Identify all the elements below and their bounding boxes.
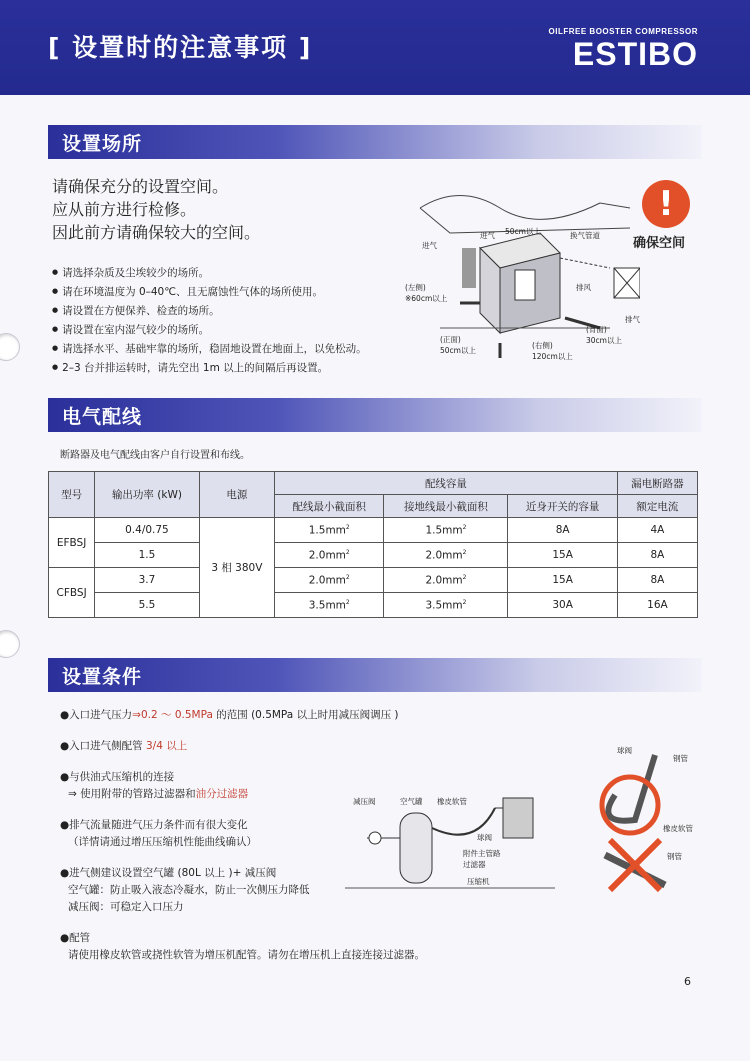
wiring-spec-table [48, 471, 698, 618]
label-ventilation-duct: 换气管道 [570, 231, 600, 240]
rated-cell: 8A [617, 543, 697, 568]
label-air-tank: 空气罐 [400, 797, 423, 806]
ground-cell: $2.0mm^2$ [384, 543, 508, 568]
lead-line: 因此前方请确保较大的空间。 [52, 223, 261, 242]
label-left-clearance: (左侧) ※60cm以上 [405, 283, 448, 303]
col-rated-current: 额定电流 [617, 495, 697, 518]
label-rubber-hose: 橡皮软管 [663, 824, 693, 833]
condition-inlet-pipe: ●入口进气侧配管 3/4 以上 [60, 740, 188, 752]
rated-cell: 4A [617, 518, 697, 543]
list-item: ● 请选择水平、基础牢靠的场所，稳固地设置在地面上，以免松动。 [52, 339, 367, 358]
condition-exhaust-flow: ●排气流量随进气压力条件而有很大变化 （详情请通过增压压缩机性能曲线确认） [60, 819, 257, 848]
hose-illustration [575, 735, 715, 895]
site-requirements-list [52, 263, 367, 377]
page-title: [ 设置时的注意事项 ] [48, 33, 313, 62]
list-item: ● 请设置在方便保养、检查的场所。 [52, 301, 367, 320]
col-breaker: 漏电断路器 [617, 472, 697, 495]
ground-cell: $2.0mm^2$ [384, 568, 508, 593]
supply-cell: 3 相 380V [199, 518, 274, 618]
switch-cell: 30A [508, 593, 617, 618]
lead-text [52, 175, 260, 244]
brand-logo: ESTIBO [572, 36, 698, 72]
col-model: 型号 [49, 472, 95, 518]
table-row [49, 543, 698, 568]
power-cell: 5.5 [95, 593, 200, 618]
piping-system-diagram [345, 788, 555, 898]
ground-cell: $3.5mm^2$ [384, 593, 508, 618]
col-wiring-capacity: 配线容量 [275, 472, 618, 495]
condition-piping: ●配管 请使用橡皮软管或挠性软管为增压机配管。请勿在增压机上直接连接过滤器。 [60, 932, 425, 961]
hose-comparison-diagram [575, 735, 715, 895]
brand-subtitle: OILFREE BOOSTER COMPRESSOR [548, 27, 698, 36]
power-cell: 0.4/0.75 [95, 518, 200, 543]
condition-inlet-pressure: ●入口进气压力⇒0.2 ～ 0.5MPa 的范围 (0.5MPa 以上时用减压阀调压 ) [60, 709, 399, 721]
col-switch-capacity: 近身开关的容量 [508, 495, 617, 518]
power-cell: 1.5 [95, 543, 200, 568]
lead-line: 请确保充分的设置空间。 [52, 177, 229, 196]
page-number: 6 [684, 975, 691, 988]
power-cell: 3.7 [95, 568, 200, 593]
table-row [49, 568, 698, 593]
wiring-note: 断路器及电气配线由客户自行设置和布线。 [60, 450, 250, 461]
condition-oil-compressor: ●与供油式压缩机的连接 ⇒ 使用附带的管路过滤器和油分过滤器 [60, 771, 249, 800]
label-pressure-valve: 减压阀 [353, 797, 376, 806]
label-exhaust-fan: 排风 [576, 283, 591, 292]
section-header-installation-conditions [48, 658, 702, 692]
section-cell: $3.5mm^2$ [275, 593, 384, 618]
label-rubber-hose: 橡皮软管 [437, 797, 467, 806]
label-right-clearance: (右侧) 120cm以上 [532, 341, 573, 361]
switch-cell: 8A [508, 518, 617, 543]
warning-icon: ! [642, 180, 690, 228]
rated-cell: 16A [617, 593, 697, 618]
section-title: 设置条件 [62, 666, 143, 688]
col-ground-section: 接地线最小截面积 [384, 495, 508, 518]
rated-cell: 8A [617, 568, 697, 593]
label-compressor: 压缩机 [467, 877, 490, 886]
label-main-line-filter: 附件主管路 过滤器 [463, 849, 501, 869]
list-item: ● 请选择杂质及尘埃较少的场所。 [52, 263, 367, 282]
label-top-clearance: 50cm以上 [505, 227, 541, 236]
label-front-clearance: (正面) 50cm以上 [440, 335, 476, 355]
label-steel-pipe-bad: 钢管 [667, 852, 682, 861]
binder-hole [0, 630, 20, 658]
col-power: 输出功率 (kW) [95, 472, 200, 518]
section-header-installation-site [48, 125, 702, 159]
table-row [49, 518, 698, 543]
condition-air-tank: ●进气侧建议设置空气罐 (80L 以上 )+ 减压阀 空气罐：防止吸入液态冷凝水，防止一次侧压力降低 减压阀：可稳定入口压力 [60, 867, 310, 913]
list-item: ● 请在环境温度为 0–40℃、且无腐蚀性气体的场所使用。 [52, 282, 367, 301]
switch-cell: 15A [508, 543, 617, 568]
warning-label: 确保空间 [633, 236, 686, 251]
label-back-clearance: (背面) 30cm以上 [586, 325, 622, 345]
section-cell: $2.0mm^2$ [275, 568, 384, 593]
page-header [0, 0, 750, 95]
label-steel-pipe: 钢管 [673, 754, 688, 763]
list-item: ● 2–3 台并排运转时，请先空出 1m 以上的间隔后再设置。 [52, 358, 367, 377]
switch-cell: 15A [508, 568, 617, 593]
label-intake-2: 进气 [422, 241, 437, 250]
installation-space-diagram [400, 178, 640, 363]
lead-line: 应从前方进行检修。 [52, 200, 197, 219]
model-cell: EFBSJ [49, 518, 95, 568]
section-header-electrical-wiring [48, 398, 702, 432]
binder-hole [0, 333, 20, 361]
table-row [49, 593, 698, 618]
section-title: 设置场所 [62, 133, 143, 155]
label-exhaust: 排气 [625, 315, 640, 324]
label-intake: 进气 [480, 231, 495, 240]
label-ball-valve: 球阀 [617, 746, 632, 755]
section-title: 电气配线 [62, 406, 143, 428]
col-min-section: 配线最小截面积 [275, 495, 384, 518]
section-cell: $1.5mm^2$ [275, 518, 384, 543]
ground-cell: $1.5mm^2$ [384, 518, 508, 543]
model-cell: CFBSJ [49, 568, 95, 618]
label-ball-valve: 球阀 [477, 833, 492, 842]
col-supply: 电源 [199, 472, 274, 518]
list-item: ● 请设置在室内湿气较少的场所。 [52, 320, 367, 339]
section-cell: $2.0mm^2$ [275, 543, 384, 568]
